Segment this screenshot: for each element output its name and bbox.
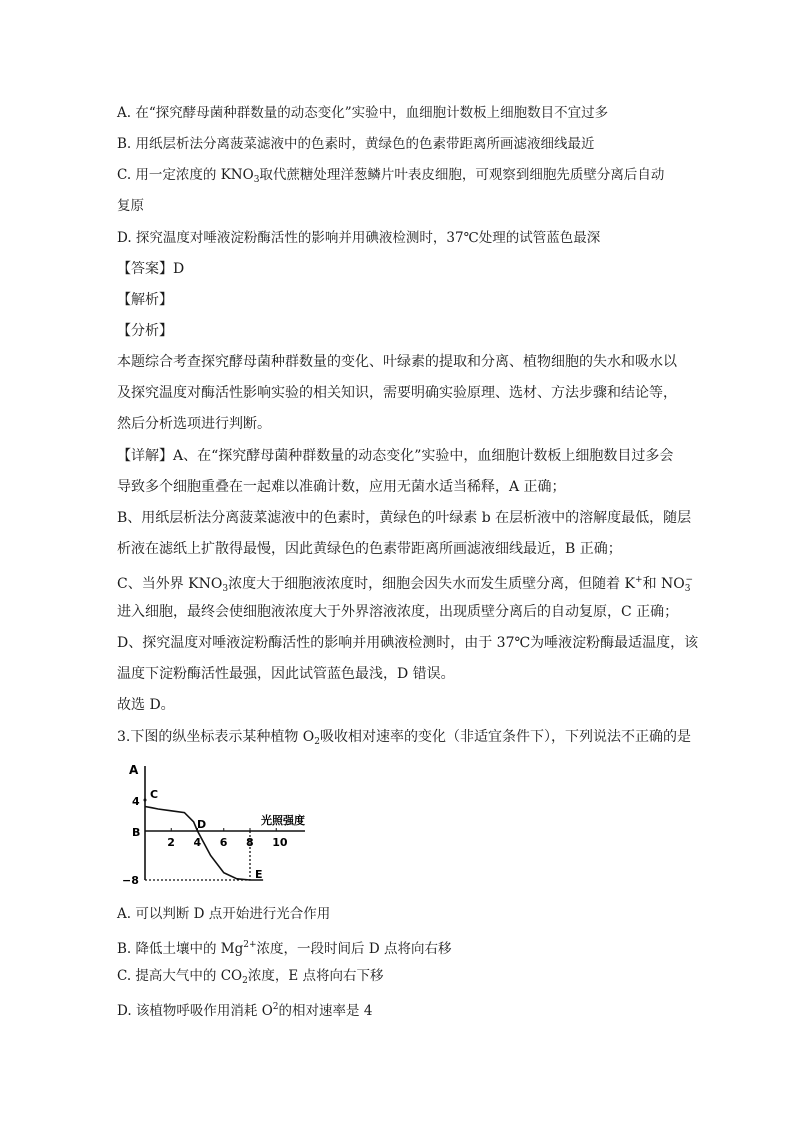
detail-line-c xyxy=(117,570,693,599)
q2-option-c-cont: 复原 xyxy=(117,198,144,214)
detail-line: 导致多个细胞重叠在一起难以准确计数，应用无菌水适当稀释，A 正确； xyxy=(117,479,566,495)
x-tick-label: 10 xyxy=(272,836,288,849)
q3-option-a: A. 可以判断 D 点开始进行光合作用 xyxy=(117,906,331,922)
q3-option-b xyxy=(117,935,451,959)
detail-line: 故选 D。 xyxy=(117,697,175,713)
analysis-line: 及探究温度对酶活性影响实验的相关知识，需要明确实验原理、选材、方法步骤和结论等， xyxy=(117,385,677,401)
point-label-d: D xyxy=(197,818,207,831)
detail-line: 【详解】A、在“探究酵母菌种群数量的动态变化”实验中，血细胞计数板上细胞数目过多会 xyxy=(117,448,674,464)
q3-option-c-b: 浓度，E 点将向右下移 xyxy=(247,968,384,984)
y-axis-label: A xyxy=(129,763,139,777)
superscript: 2 xyxy=(272,1002,279,1012)
point-c-marker xyxy=(144,799,147,802)
q3-option-b-a: B. 降低土壤中的 Mg xyxy=(117,941,244,957)
q3-option-b-b: 浓度，一段时间后 D 点将向右移 xyxy=(256,941,452,957)
q3-option-d xyxy=(117,997,372,1021)
subscript: 2 xyxy=(314,737,321,747)
detail-c-a: C、当外界 KNO xyxy=(117,576,223,592)
q3-option-d-a: D. 该植物呼吸作用消耗 O xyxy=(117,1003,273,1019)
point-label-e: E xyxy=(255,868,263,881)
q2-option-c-part2: 取代蔗糖处理洋葱鳞片叶表皮细胞，可观察到细胞先质壁分离后自动 xyxy=(259,167,665,183)
superscript: − xyxy=(685,575,694,585)
detail-c-c: 和 NO xyxy=(642,576,685,592)
y-tick-label: B xyxy=(132,826,141,839)
q3-option-c xyxy=(117,966,384,991)
subscript: 2 xyxy=(242,976,248,986)
detail-line: 温度下淀粉酶活性最强，因此试管蓝色最浅，D 错误。 xyxy=(117,666,455,682)
detail-c-b: 浓度大于细胞液浓度时，细胞会因失水而发生质壁分离，但随着 K xyxy=(228,576,636,592)
answer-label: 【答案】D xyxy=(117,261,185,277)
detail-line: 析液在滤纸上扩散得最慢，因此黄绿色的色素带距离所画滤液细线最近，B 正确； xyxy=(117,541,622,557)
q3-stem xyxy=(117,727,691,752)
q2-option-d: D. 探究温度对唾液淀粉酶活性的影响并用碘液检测时，37℃处理的试管蓝色最深 xyxy=(117,230,601,246)
fenxi-label: 【分析】 xyxy=(117,323,173,339)
q3-stem-a: 3.下图的纵坐标表示某种植物 O xyxy=(117,729,315,745)
x-axis-label: 光照强度 xyxy=(261,814,305,827)
q3-option-c-a: C. 提高大气中的 CO xyxy=(117,968,243,984)
subscript: 3 xyxy=(222,584,229,594)
q3-option-d-b: 的相对速率是 4 xyxy=(278,1003,373,1019)
detail-line: 进入细胞，最终会使细胞液浓度大于外界溶液浓度，出现质壁分离后的自动复原，C 正确； xyxy=(117,604,679,620)
x-tick-label: 2 xyxy=(167,836,175,849)
analysis-line: 本题综合考查探究酵母菌种群数量的变化、叶绿素的提取和分离、植物细胞的失水和吸水以 xyxy=(117,354,677,370)
subscript: 3 xyxy=(684,584,691,594)
analysis-line: 然后分析选项进行判断。 xyxy=(117,416,271,432)
detail-line: B、用纸层析法分离菠菜滤液中的色素时，黄绿色的叶绿素 b 在层析液中的溶解度最低，随层 xyxy=(117,510,692,526)
y-tick-label: 4 xyxy=(132,795,140,808)
q2-option-c xyxy=(117,165,664,190)
q2-option-b: B. 用纸层析法分离菠菜滤液中的色素时，黄绿色的色素带距离所画滤液细线最近 xyxy=(117,136,595,152)
x-tick-label: 6 xyxy=(219,836,228,849)
jiexi-label: 【解析】 xyxy=(117,292,173,308)
detail-line: D、探究温度对唾液淀粉酶活性的影响并用碘液检测时，由于 37℃为唾液淀粉酶最适温度，该 xyxy=(117,635,699,651)
q2-option-c-part1: C. 用一定浓度的 KNO xyxy=(117,167,254,183)
x-tick-label: 8 xyxy=(246,836,254,849)
superscript: 2+ xyxy=(243,940,257,950)
q2-option-a: A. 在“探究酵母菌种群数量的动态变化”实验中，血细胞计数板上细胞数目不宜过多 xyxy=(117,105,609,121)
subscript: 3 xyxy=(253,175,260,185)
x-tick-label: 4 xyxy=(193,836,202,849)
q3-chart xyxy=(115,760,315,890)
q3-stem-b: 吸收相对速率的变化（非适宜条件下），下列说法不正确的是 xyxy=(320,729,692,745)
point-label-c: C xyxy=(150,788,159,801)
y-tick-label: −8 xyxy=(122,874,139,887)
superscript: + xyxy=(635,575,643,585)
